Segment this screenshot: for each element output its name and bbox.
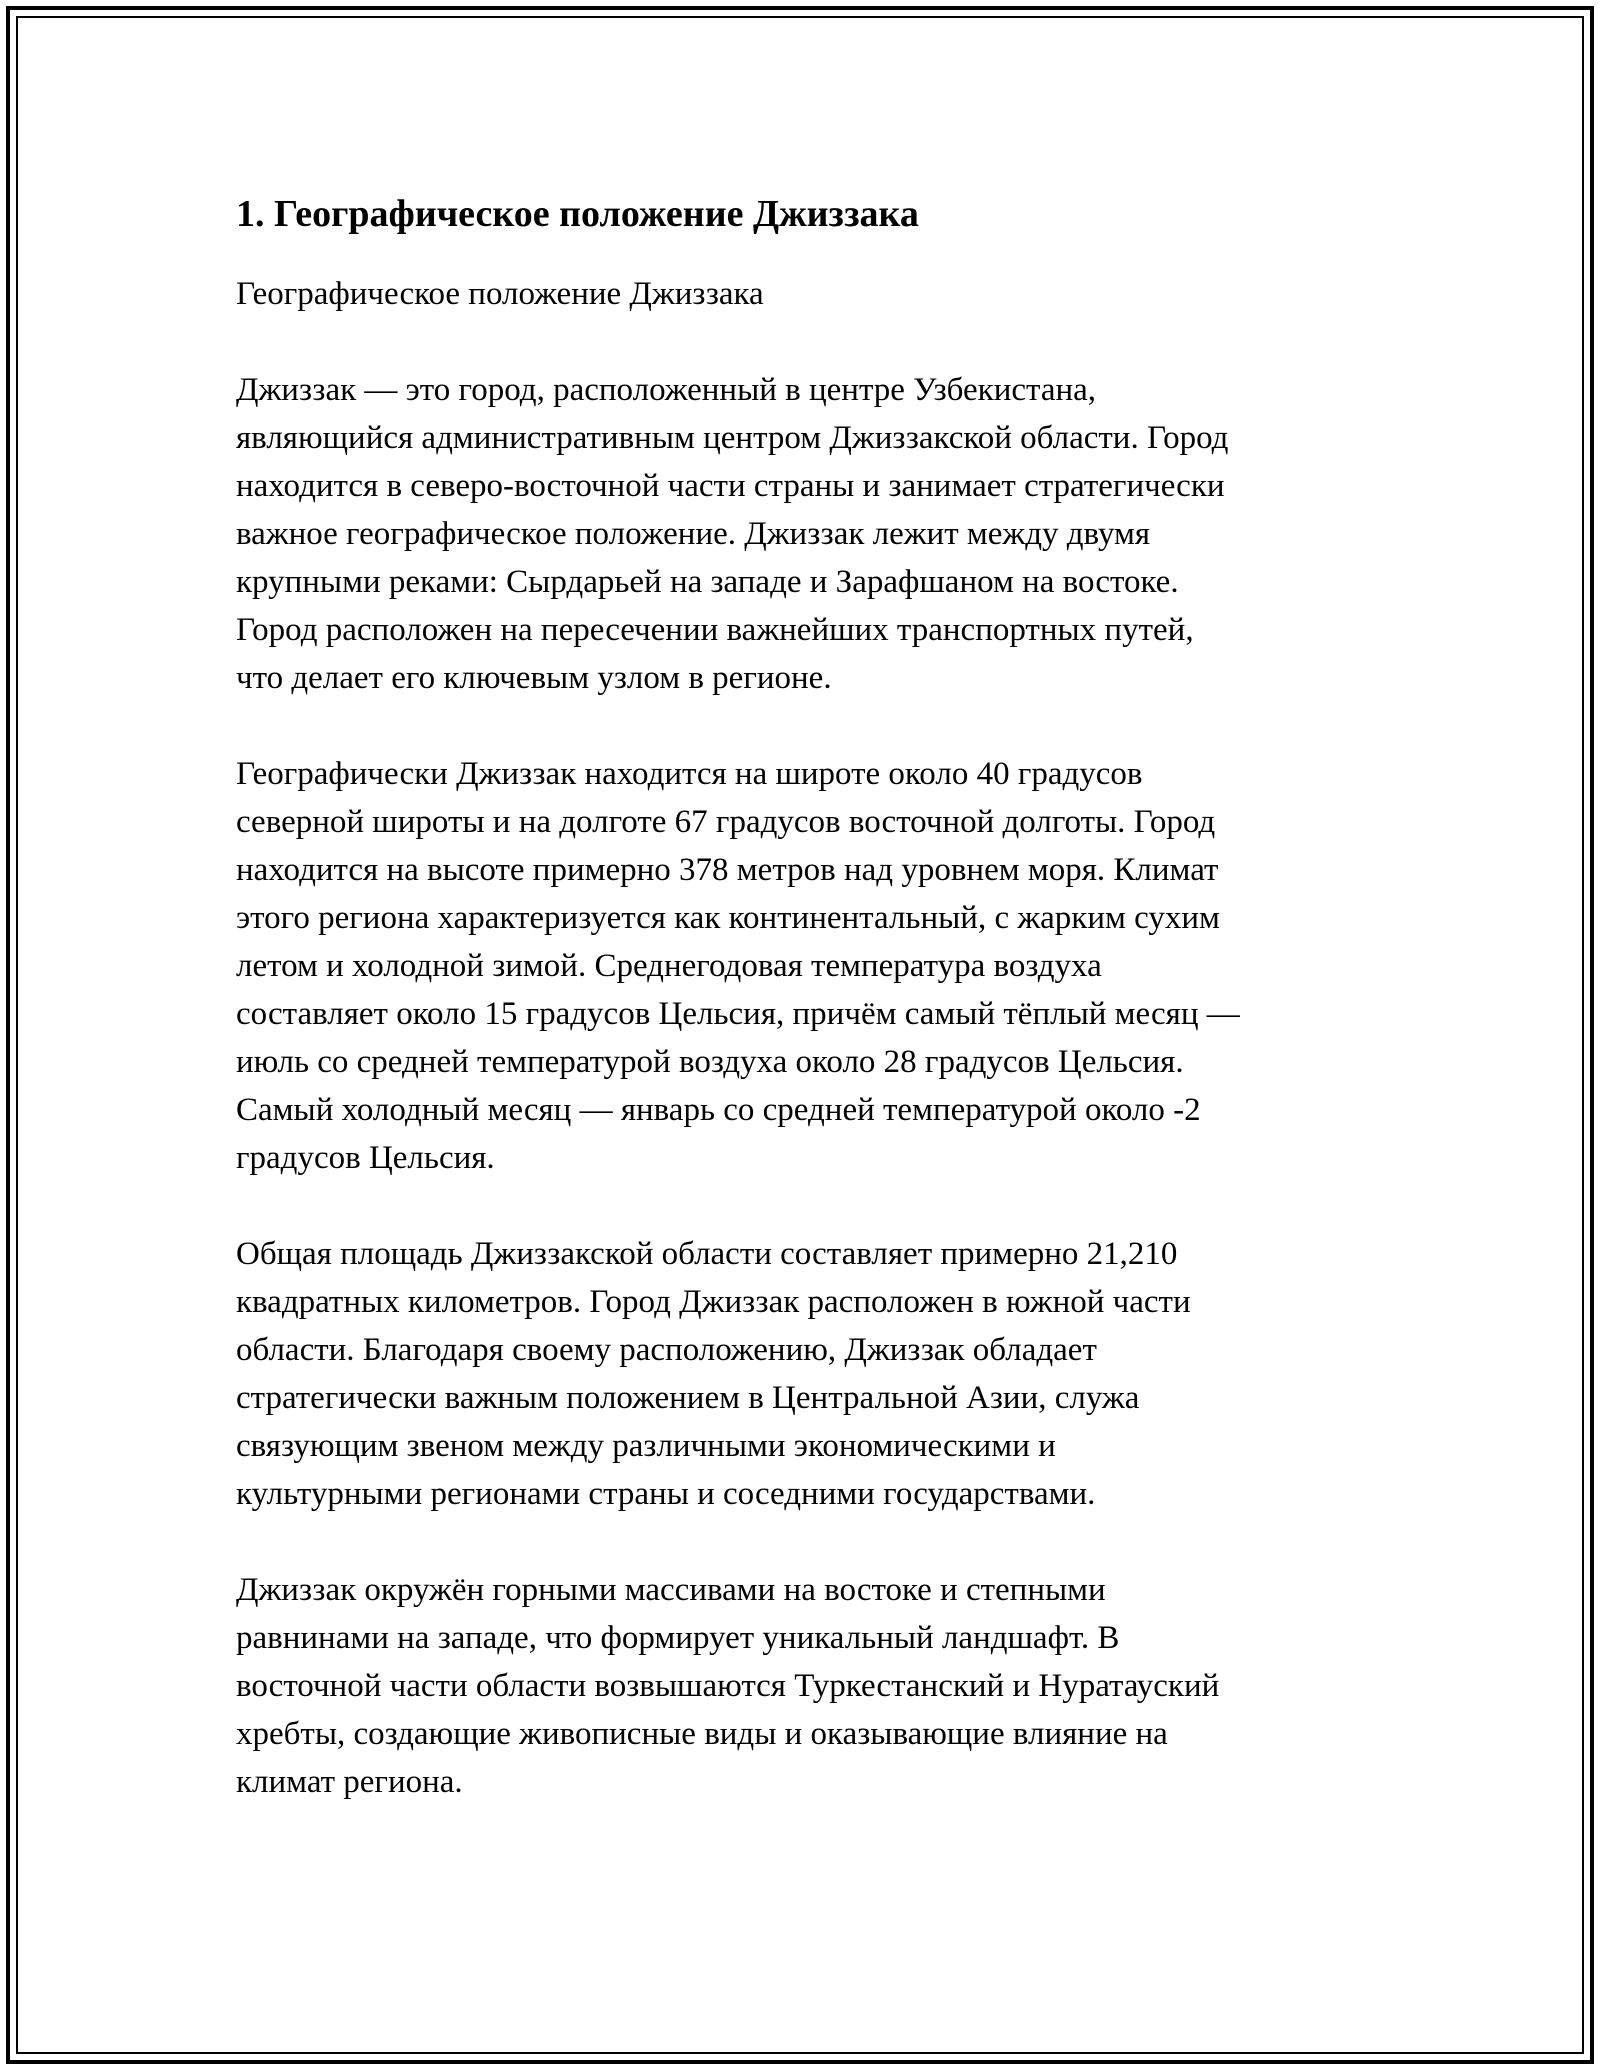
paragraph-line: связующим звеном между различными экономическими и bbox=[236, 1428, 1056, 1464]
paragraph-line: стратегически важным положением в Центральной Азии, служа bbox=[236, 1380, 1140, 1416]
paragraph-line: важное географическое положение. Джиззак лежит между двумя bbox=[236, 516, 1151, 552]
paragraph-line: градусов Цельсия. bbox=[236, 1140, 495, 1176]
paragraph-line: области. Благодаря своему расположению, Джиззак обладает bbox=[236, 1332, 1097, 1368]
paragraph-2 bbox=[236, 750, 1356, 1182]
paragraph-line: Общая площадь Джиззакской области составляет примерно 21,210 bbox=[236, 1236, 1178, 1272]
paragraph-line: этого региона характеризуется как континентальный, с жарким сухим bbox=[236, 900, 1220, 936]
paragraph-line: равнинами на западе, что формирует уникальный ландшафт. В bbox=[236, 1620, 1120, 1656]
paragraph-line: хребты, создающие живописные виды и оказывающие влияние на bbox=[236, 1716, 1168, 1752]
paragraph-line: климат региона. bbox=[236, 1764, 463, 1800]
paragraph-line: Джиззак — это город, расположенный в центре Узбекистана, bbox=[236, 372, 1097, 408]
section-subtitle: Географическое положение Джиззака bbox=[236, 276, 764, 312]
paragraph-1 bbox=[236, 366, 1356, 702]
paragraph-line: находится в северо-восточной части страны и занимает стратегически bbox=[236, 468, 1225, 504]
paragraph-line: находится на высоте примерно 378 метров над уровнем моря. Климат bbox=[236, 852, 1219, 888]
paragraph-line: северной широты и на долготе 67 градусов восточной долготы. Город bbox=[236, 804, 1216, 840]
paragraph-line: летом и холодной зимой. Среднегодовая температура воздуха bbox=[236, 948, 1102, 984]
paragraph-line: крупными реками: Сырдарьей на западе и Зарафшаном на востоке. bbox=[236, 564, 1179, 600]
section-heading: 1. Географическое положение Джиззака bbox=[236, 193, 919, 235]
paragraph-line: восточной части области возвышаются Туркестанский и Нуратауский bbox=[236, 1668, 1220, 1704]
paragraph-line: являющийся административным центром Джиззакской области. Город bbox=[236, 420, 1229, 456]
paragraph-line: Город расположен на пересечении важнейших транспортных путей, bbox=[236, 612, 1194, 648]
paragraph-3 bbox=[236, 1230, 1356, 1518]
paragraph-line: культурными регионами страны и соседними государствами. bbox=[236, 1476, 1096, 1512]
paragraph-line: Джиззак окружён горными массивами на востоке и степными bbox=[236, 1572, 1106, 1608]
document-body bbox=[236, 190, 1356, 1854]
paragraph-line: квадратных километров. Город Джиззак расположен в южной части bbox=[236, 1284, 1191, 1320]
paragraph-4 bbox=[236, 1566, 1356, 1806]
paragraph-line: что делает его ключевым узлом в регионе. bbox=[236, 660, 832, 696]
paragraph-line: составляет около 15 градусов Цельсия, причём самый тёплый месяц — bbox=[236, 996, 1240, 1032]
paragraph-line: Самый холодный месяц — январь со средней температурой около -2 bbox=[236, 1092, 1201, 1128]
paragraph-line: Географически Джиззак находится на широте около 40 градусов bbox=[236, 756, 1143, 792]
paragraph-line: июль со средней температурой воздуха около 28 градусов Цельсия. bbox=[236, 1044, 1184, 1080]
